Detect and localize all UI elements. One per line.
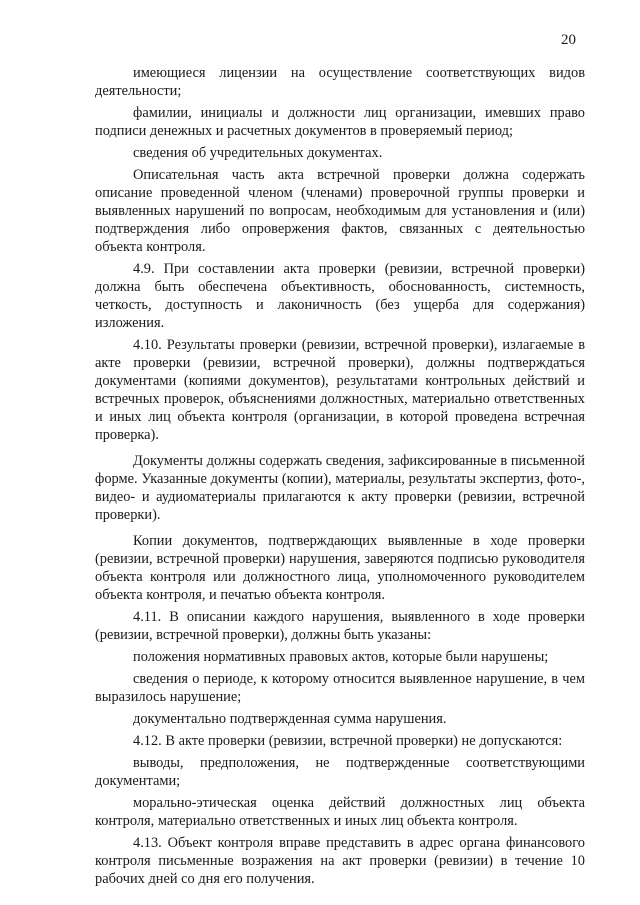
- paragraph: 4.12. В акте проверки (ревизии, встречной проверки) не допускаются:: [133, 733, 563, 749]
- paragraph: 4.10. Результаты проверки (ревизии, встречной проверки), излагаемые в акте проверки (ревизии, встречной проверки), должны подтверждаться документами (копиями документов), результатами контрольных действий и встречных проверок, объяснениями должностных, материально ответственных и иных лиц объекта контроля (организации, в которой проведена встречная проверка).: [95, 337, 585, 443]
- paragraph: 4.11. В описании каждого нарушения, выявленного в ходе проверки (ревизии, встречной проверки), должны быть указаны:: [95, 609, 585, 643]
- paragraph: Копии документов, подтверждающих выявленные в ходе проверки (ревизии, встречной проверки) нарушения, заверяются подписью руководителя объекта контроля или должностного лица, уполномоченного руководителем объекта контроля, и печатью объекта контроля.: [95, 533, 585, 603]
- paragraph: сведения об учредительных документах.: [133, 145, 383, 161]
- paragraph: морально-этическая оценка действий должностных лиц объекта контроля, материально ответственных и иных лиц объекта контроля.: [95, 795, 585, 829]
- paragraph: Документы должны содержать сведения, зафиксированные в письменной форме. Указанные документы (копии), материалы, результаты экспертиз, фото-, видео- и аудиоматериалы прилагаются к акту проверки (ревизии, встречной проверки).: [95, 453, 585, 523]
- paragraph: сведения о периоде, к которому относится выявленное нарушение, в чем выразилось нарушение;: [95, 671, 585, 705]
- paragraph: фамилии, инициалы и должности лиц организации, имевших право подписи денежных и расчетных документов в проверяемый период;: [95, 105, 585, 139]
- paragraph: 4.13. Объект контроля вправе представить в адрес органа финансового контроля письменные возражения на акт проверки (ревизии) в течение 10 рабочих дней со дня его получения.: [95, 835, 585, 887]
- paragraph: положения нормативных правовых актов, которые были нарушены;: [133, 649, 549, 665]
- document-body: [95, 64, 585, 892]
- paragraph: Описательная часть акта встречной проверки должна содержать описание проведенной членом (членами) проверочной группы проверки и выявленных нарушений по вопросам, необходимым для установления и (или) подтверждения либо опровержения фактов, связанных с деятельностью объекта контроля.: [95, 167, 585, 255]
- paragraph: имеющиеся лицензии на осуществление соответствующих видов деятельности;: [95, 65, 585, 99]
- page-number: 20: [561, 32, 576, 48]
- paragraph: 4.9. При составлении акта проверки (ревизии, встречной проверки) должна быть обеспечена объективность, обоснованность, системность, четкость, доступность и лаконичность (без ущерба для содержания) изложения.: [95, 261, 585, 331]
- paragraph: документально подтвержденная сумма нарушения.: [133, 711, 447, 727]
- paragraph: выводы, предположения, не подтвержденные соответствующими документами;: [95, 755, 585, 789]
